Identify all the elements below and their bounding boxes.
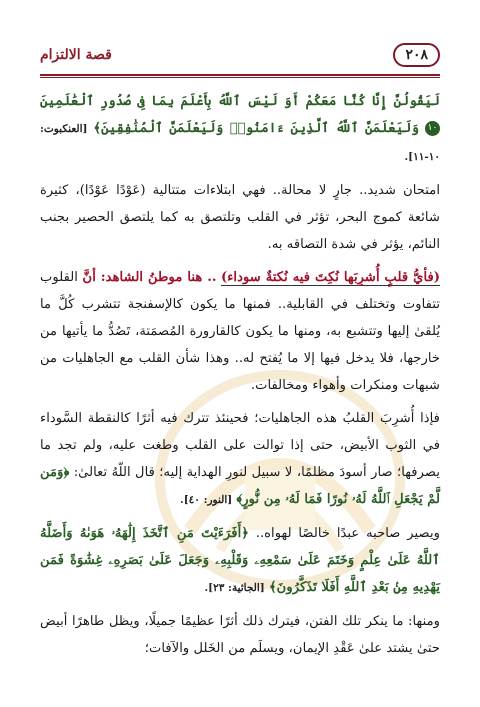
paragraph-text: فإذا أُشرِبَ القلبُ هذه الجاهليات؛ فحينئذ تترك فيه أثرًا كالنقطة السَّوداء في الثوب الأبيض، حتى إذا توالت على القلب وطغت عليه، ولم تجد ما يصرفها؛ صار أسودَ مظلمًا، لا سبيل لنورِ الهداية إليه؛ قال اللّهُ تعالىٰ: [40,411,440,480]
paragraph-hearts [40,264,440,399]
quran-verse: ﴿أَفَرَءَيْتَ مَنِ ٱتَّخَذَ إِلَٰهَهُۥ هَوَىٰهُ وَأَضَلَّهُ ٱللَّهُ عَلَىٰ عِلْمٍ وَخَتَمَ عَلَىٰ سَمْعِهِۦ وَقَلْبِهِۦ وَجَعَلَ عَلَىٰ بَصَرِهِۦ غِشَٰوَةً فَمَن يَهْدِيهِ مِنۢ بَعْدِ ٱللَّهِ أَفَلَا تَذَكَّرُونَ﴾ [40,526,440,595]
page-number: ٢٠٨ [393,43,440,67]
quran-verse: لَيَقُولُنَّ إِنَّا كُنَّا مَعَكُمْ أَوَ لَيْسَ ٱللَّهُ بِأَعْلَمَ بِمَا فِى صُدُورِ ٱلْعَٰلَمِينَ [40,94,440,109]
verse-reference: [النور: ٤٠]. [180,494,233,506]
paragraph-desire [40,520,440,602]
paragraph-quran-ankabut [40,88,440,171]
verse-reference: [العنكبوت: ١٠-١١]. [40,123,440,163]
paragraph-black-dot [40,405,440,514]
quran-verse-cont: وَلَيَعْلَمَنَّ ٱللَّهُ ٱلَّذِينَ ءَامَنُوا۟ وَلَيَعْلَمَنَّ ٱلْمُنَٰفِقِينَ﴾ [93,121,420,136]
page-body [40,88,440,697]
verse-reference: [الجاثية: ٢٣]. [204,582,265,594]
ayah-number-marker: ١٠ [425,121,440,136]
paragraph-text: القلوب تتفاوت وتختلف في القابلية.. فمنها ما يكون كالإسفنجة تتشرب كُلَّ ما يُلقىٰ إليها وتتشبع به، ومنها ما يكون كالقارورة المُصمَتة، تَصُدُّ ما يأتيها من خارجها، فلا يدخل فيها إلا ما يُفتح له.. وهذا شأن القلب مع الجاهليات من شبهات ومنكرات وأهواء ومخالفات. [40,270,440,393]
paragraph-trial: امتحان شديد.. جارٍ لا محالة.. فهي ابتلاءات متتالية (عَوْدًا عَوْدًا)، كثيرة شائعة كموج البحر، تؤثر في القلب وتلتصق به كما يلتصق الحصير بجنب النائم، يؤثر في شدة التصاقه به. [40,183,440,252]
page-header [40,40,440,70]
book-title: قصة الالتزام [40,47,112,63]
paragraph-text: ويصير صاحبه عبدًا خالصًا لهواه.. [255,526,441,541]
header-divider [40,74,440,76]
header-divider-thin [40,77,440,78]
quran-verse: ﴿وَمَن لَّمْ يَجْعَلِ ٱللَّهُ لَهُۥ نُورًا فَمَا لَهُۥ مِن نُّورٍ﴾ [40,465,440,507]
paragraph-denial: ومنها: ما ينكر تلك الفتن، فيترك ذلك أثرًا عظيمًا جميلًا، ويظل طاهرًا أبيض حتىٰ يشتد علىٰ عَقْدِ الإيمان، ويسلَم من الخَلل والآفات؛ [40,614,440,656]
hadith-quote: (فأيُّ قلبٍ أُشرِبَها نُكِتَ فيه نُكتةٌ سوداء) [220,270,441,285]
hadith-note: .. هنا موطنُ الشاهد: أنَّ [82,270,217,285]
